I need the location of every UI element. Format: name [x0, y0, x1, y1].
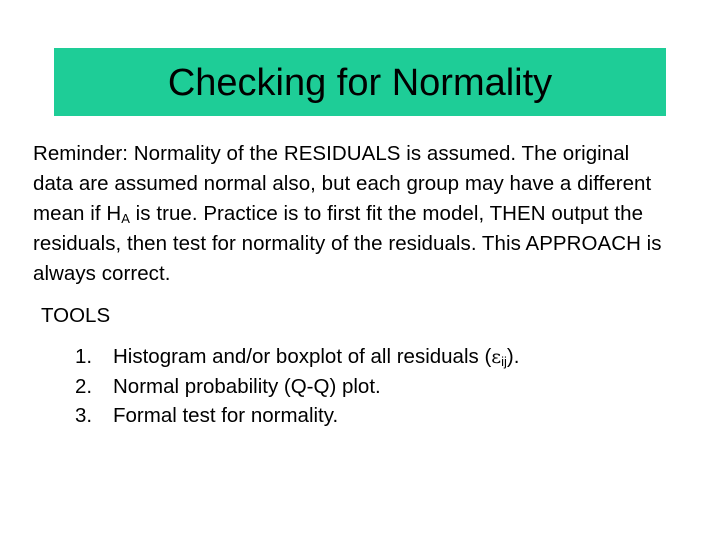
- list-item-text: Normal probability (Q-Q) plot.: [113, 374, 381, 398]
- list-item-number: 1.: [75, 345, 93, 368]
- tools-list: [75, 342, 675, 431]
- list-item-number: 2.: [75, 374, 93, 398]
- list-item: [75, 342, 675, 372]
- epsilon-symbol: ε: [491, 346, 502, 368]
- hypothesis-subscript: A: [121, 211, 130, 226]
- reminder-text-end: is true. Practice is to first fit the model, THEN output the residuals, then test for normality of the residuals. This APPROACH is always correct.: [33, 202, 662, 285]
- list-item-number: 3.: [75, 404, 93, 427]
- list-item: [75, 401, 675, 431]
- epsilon-subscript: ij: [501, 354, 507, 369]
- slide-title: Checking for Normality: [167, 62, 553, 104]
- list-item-text: Histogram and/or boxplot of all residuals $(\varepsilon_{ij})$.: [113, 345, 520, 369]
- tools-heading: TOOLS: [41, 304, 111, 327]
- list-item: [75, 372, 675, 402]
- reminder-text-start: Reminder: Normality of the RESIDUALS is assumed. The original data are assumed normal also, but each group may have a different mean if H: [33, 142, 652, 225]
- title-banner: [54, 48, 666, 116]
- reminder-paragraph: [33, 139, 673, 289]
- list-item-text: Formal test for normality.: [113, 404, 339, 427]
